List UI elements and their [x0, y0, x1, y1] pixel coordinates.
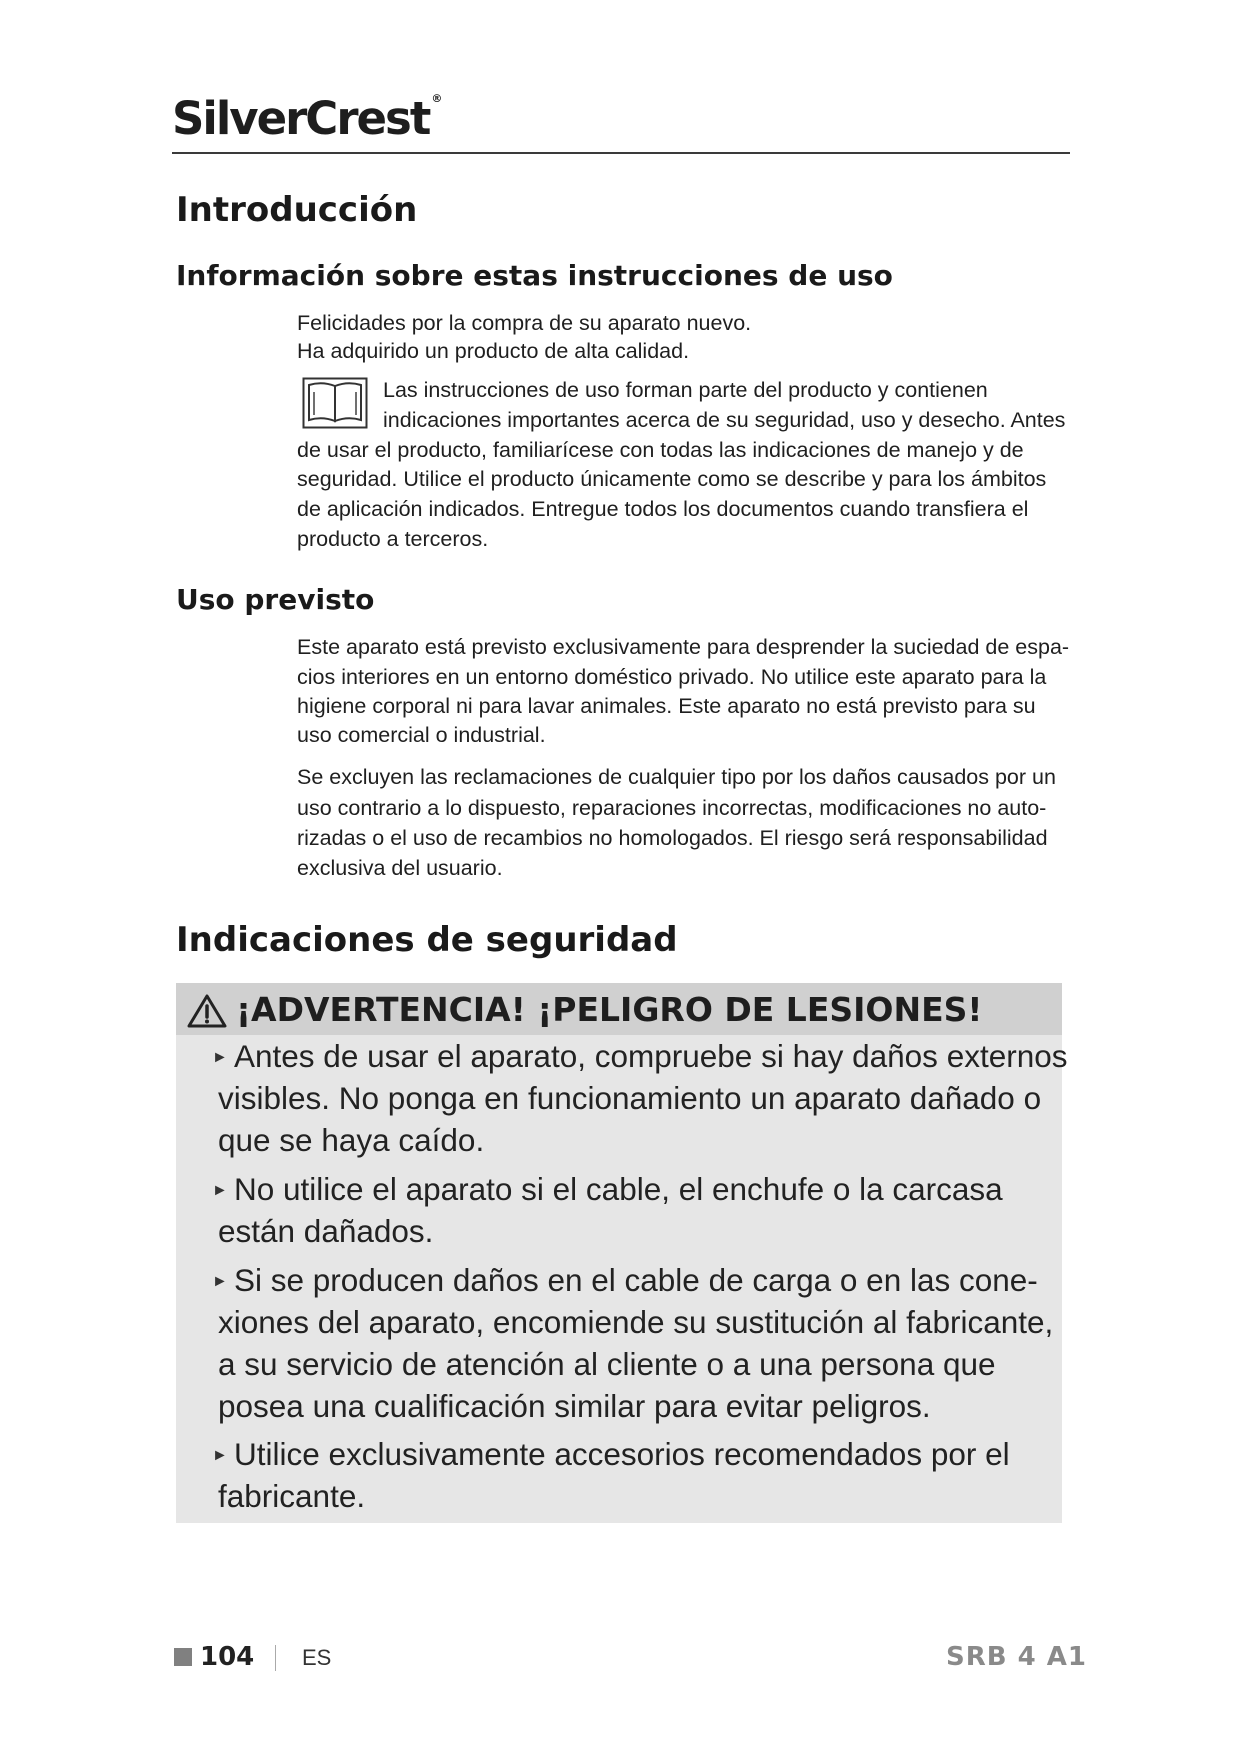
- registered-mark: ®: [431, 92, 443, 105]
- uso-previsto-line: Se excluyen las reclamaciones de cualquier tipo por los daños causados por un: [297, 765, 1056, 789]
- page-number: 104: [200, 1642, 255, 1672]
- bullet-arrow-icon: ►: [212, 1447, 228, 1464]
- uso-previsto-line: exclusiva del usuario.: [297, 856, 503, 880]
- intro-line: seguridad. Utilice el producto únicamente como se describe y para los ámbitos: [297, 467, 1047, 491]
- header-divider: [172, 152, 1070, 154]
- language-code: ES: [302, 1645, 332, 1670]
- intro-line: Felicidades por la compra de su aparato nuevo.: [297, 311, 752, 335]
- warning-line: No utilice el aparato si el cable, el enchufe o la carcasa: [234, 1171, 1003, 1207]
- warning-line: que se haya caído.: [218, 1122, 485, 1158]
- uso-previsto-line: Este aparato está previsto exclusivamente para desprender la suciedad de espa-: [297, 635, 1070, 659]
- warning-line: Antes de usar el aparato, compruebe si hay daños externos: [234, 1038, 1068, 1074]
- footer-separator: [275, 1645, 276, 1671]
- uso-previsto-heading: Uso previsto: [176, 583, 375, 616]
- intro-line: de usar el producto, familiarícese con todas las indicaciones de manejo y de: [297, 438, 1024, 462]
- warning-line: Utilice exclusivamente accesorios recomendados por el: [234, 1436, 1010, 1472]
- uso-previsto-line: rizadas o el uso de recambios no homologados. El riesgo será responsabilidad: [297, 826, 1048, 850]
- intro-line: Ha adquirido un producto de alta calidad.: [297, 339, 690, 363]
- intro-heading: Introducción: [176, 190, 418, 230]
- intro-line: producto a terceros.: [297, 527, 489, 551]
- warning-line: Si se producen daños en el cable de carga o en las cone-: [234, 1262, 1038, 1298]
- bullet-arrow-icon: ►: [212, 1182, 228, 1199]
- intro-line: indicaciones importantes acerca de su seguridad, uso y desecho. Antes: [383, 408, 1066, 432]
- warning-line: a su servicio de atención al cliente o a una persona que: [218, 1346, 996, 1382]
- bullet-arrow-icon: ►: [212, 1049, 228, 1066]
- intro-line: Las instrucciones de uso forman parte del producto y contienen: [383, 378, 988, 402]
- safety-heading: Indicaciones de seguridad: [176, 920, 678, 960]
- brand-logo: [172, 92, 442, 145]
- uso-previsto-line: uso contrario a lo dispuesto, reparaciones incorrectas, modificaciones no auto-: [297, 796, 1047, 820]
- warning-triangle-icon: [187, 994, 227, 1028]
- book-icon: [302, 377, 368, 429]
- bullet-arrow-icon: ►: [212, 1273, 228, 1290]
- warning-line: xiones del aparato, encomiende su sustitución al fabricante,: [218, 1304, 1054, 1340]
- warning-line: fabricante.: [218, 1478, 366, 1514]
- brand-logo-text: SilverCrest: [172, 92, 430, 145]
- model-number: SRB 4 A1: [946, 1642, 1087, 1672]
- uso-previsto-line: cios interiores en un entorno doméstico privado. No utilice este aparato para la: [297, 665, 1047, 689]
- intro-line: de aplicación indicados. Entregue todos los documentos cuando transfiera el: [297, 497, 1029, 521]
- uso-previsto-line: higiene corporal ni para lavar animales. Este aparato no está previsto para su: [297, 694, 1036, 718]
- warning-line: posea una cualificación similar para evitar peligros.: [218, 1388, 931, 1424]
- intro-subheading: Información sobre estas instrucciones de uso: [176, 259, 893, 292]
- uso-previsto-line: uso comercial o industrial.: [297, 723, 546, 747]
- warning-title: ¡ADVERTENCIA! ¡PELIGRO DE LESIONES!: [236, 990, 983, 1029]
- warning-line: visibles. No ponga en funcionamiento un aparato dañado o: [218, 1080, 1042, 1116]
- warning-line: están dañados.: [218, 1213, 434, 1249]
- footer-square-marker: [174, 1648, 192, 1666]
